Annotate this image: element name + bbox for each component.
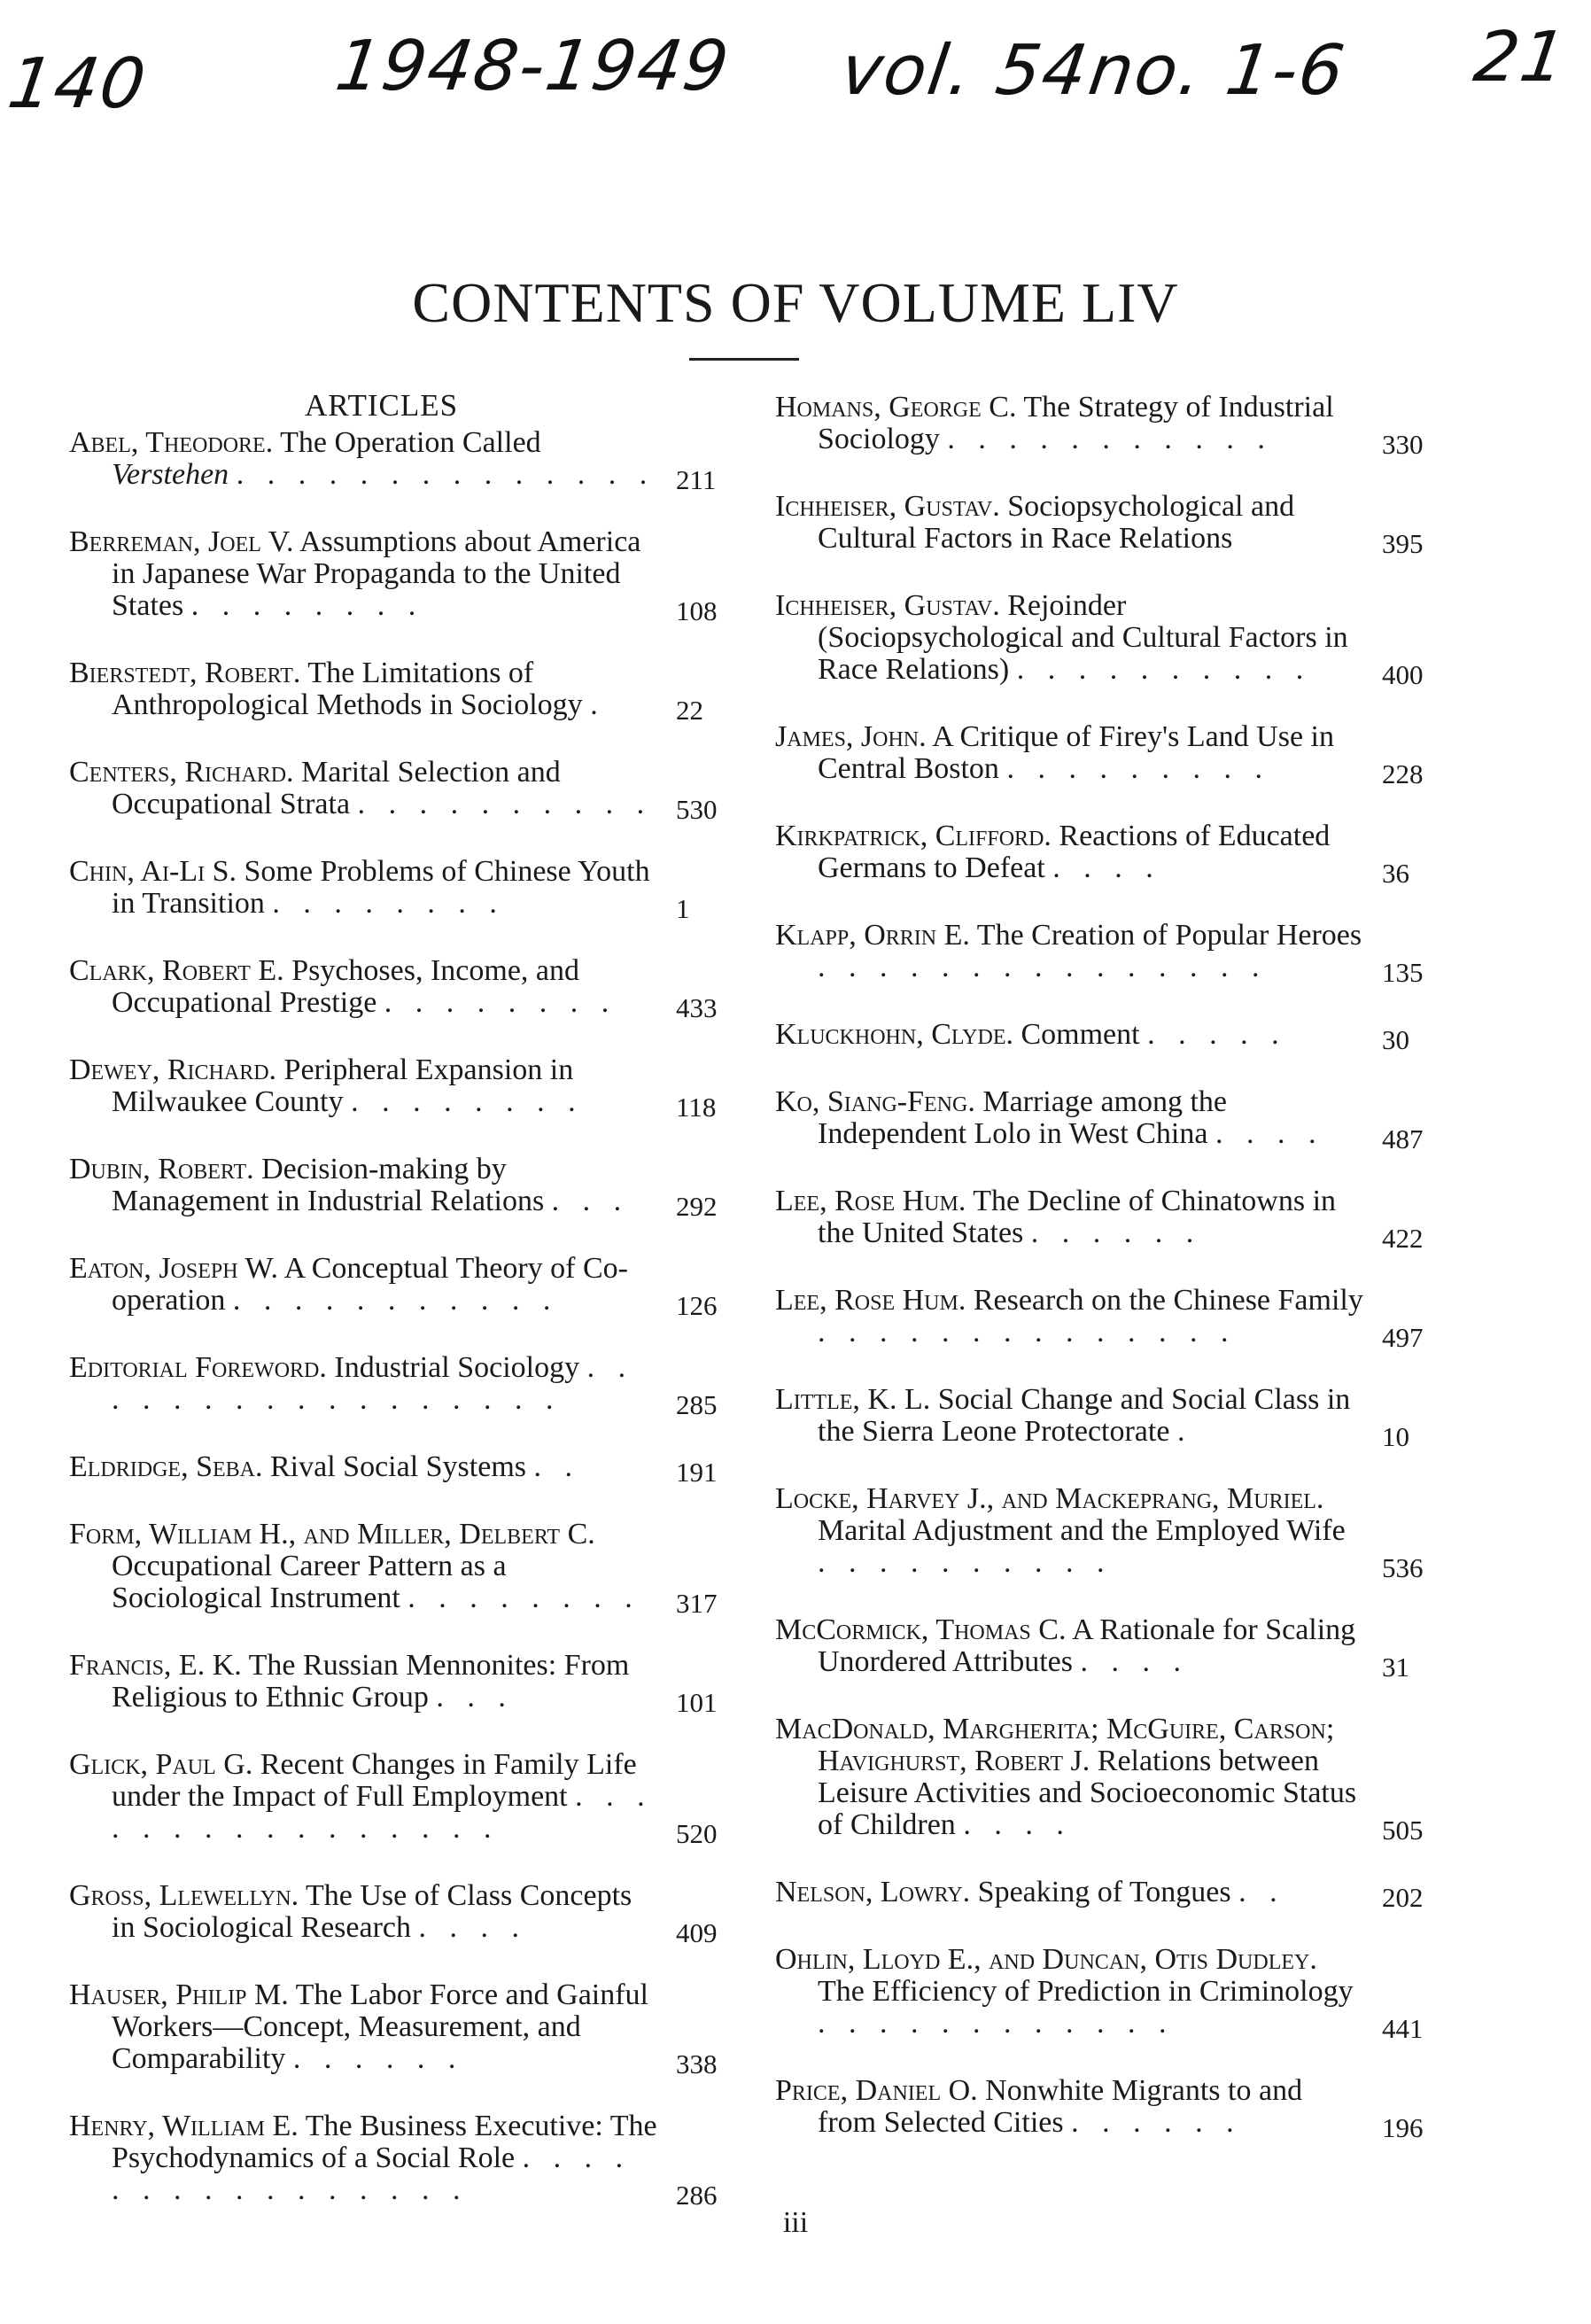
entry-page-number: 433 <box>676 992 718 1023</box>
entry-title: Some Problems of Chinese Youth in Transition <box>112 855 650 920</box>
entry-author: Henry, William E. <box>69 2110 299 2142</box>
entry-author: James, John. <box>775 720 927 753</box>
dot-leader: . . . . . . . . . . . . . . . <box>818 951 1268 983</box>
entry-title: Marriage among the Independent Lolo in West China <box>818 1085 1228 1150</box>
entry-page-number: 135 <box>1382 957 1424 988</box>
entry-page-number: 395 <box>1382 528 1424 559</box>
dot-leader: . . . . . . . . . <box>1006 752 1270 785</box>
handwritten-corner-number: 21 <box>1469 18 1572 97</box>
dot-leader: . . . . <box>1215 1117 1324 1150</box>
dot-leader: . . . . . . . . . . <box>818 1546 1113 1579</box>
entry-title: Speaking of Tongues <box>977 1876 1231 1908</box>
contents-entry <box>775 1876 1444 1913</box>
entry-page-number: 530 <box>676 794 718 825</box>
entry-title: Nonwhite Migrants to and from Selected Cities <box>818 2074 1303 2139</box>
entry-page-number: 505 <box>1382 1815 1424 1846</box>
entry-page-number: 285 <box>676 1389 718 1420</box>
entry-author: Dubin, Robert. <box>69 1153 254 1185</box>
entry-author: Clark, Robert E. <box>69 954 284 987</box>
handwritten-issues: no. 1-6 <box>1083 31 1351 111</box>
entry-title: Psychoses, Income, and Occupational Prestige <box>112 954 580 1019</box>
entry-author: McCormick, Thomas C. <box>775 1613 1067 1646</box>
entry-author: Eaton, Joseph W. <box>69 1252 278 1285</box>
handwritten-years: 1948-1949 <box>330 27 735 106</box>
dot-leader: . <box>590 688 606 721</box>
contents-entry <box>69 1450 738 1488</box>
entry-author: Ko, Siang-Feng. <box>775 1085 975 1118</box>
entry-title: Occupational Career Pattern as a Sociological Instrument <box>112 1550 507 1614</box>
dot-leader: . . <box>1238 1876 1285 1908</box>
dot-leader: . . . . <box>963 1808 1072 1841</box>
contents-entry <box>69 855 738 924</box>
entry-author: MacDonald, Margherita; McGuire, Carson; Havighurst, Robert J. <box>775 1713 1335 1777</box>
dot-leader: . . . . . . . . <box>190 589 424 622</box>
contents-entry <box>775 1613 1444 1683</box>
page-title: CONTENTS OF VOLUME LIV <box>412 271 1179 334</box>
entry-title: A Rationale for Scaling Unordered Attributes <box>818 1613 1356 1678</box>
dot-leader: . . . . . . . . . . . . <box>818 2007 1175 2040</box>
entry-title: Recent Changes in Family Life under the Impact of Full Employment <box>112 1748 637 1813</box>
entry-title: Reactions of Educated Germans to Defeat <box>818 820 1331 884</box>
dot-leader: . . . . . . <box>1030 1216 1202 1249</box>
entry-title: A Conceptual Theory of Co-operation <box>112 1252 628 1317</box>
entry-title: Decision-making by Management in Industrial Relations <box>112 1153 545 1217</box>
entry-author: Little, K. L. <box>775 1383 931 1416</box>
left-entry-list <box>69 426 738 2211</box>
contents-entry <box>775 1713 1444 1846</box>
entry-page-number: 317 <box>676 1588 718 1619</box>
left-column <box>69 390 738 2242</box>
entry-author: Kluckhohn, Clyde. <box>775 1018 1013 1051</box>
dot-leader: . . . . <box>418 1911 528 1944</box>
entry-author: Francis, E. K. <box>69 1649 242 1682</box>
entry-author: Chin, Ai-Li S. <box>69 855 237 888</box>
entry-author: Editorial Foreword. <box>69 1351 327 1384</box>
entry-author: Berreman, Joel V. <box>69 525 294 558</box>
entry-author: Ichheiser, Gustav. <box>775 589 1000 622</box>
contents-entry <box>69 1053 738 1123</box>
entry-author: Glick, Paul G. <box>69 1748 253 1781</box>
entry-title: The Business Executive: The Psychodynamics of a Social Role <box>112 2110 657 2174</box>
dot-leader: . . . . . . . . . . <box>1016 653 1312 686</box>
contents-entry <box>775 1482 1444 1583</box>
entry-title: A Critique of Firey's Land Use in Central Boston <box>818 720 1335 785</box>
entry-title: Research on the Chinese Family <box>973 1284 1363 1317</box>
dot-leader: . . . . . . . . <box>407 1582 640 1614</box>
entry-page-number: 441 <box>1382 2013 1424 2044</box>
right-column <box>775 390 1444 2174</box>
dot-leader: . . . . . . . . . . . . . . <box>818 1316 1237 1349</box>
dot-leader: . . . . . . . . <box>272 887 505 920</box>
title-divider <box>689 358 799 361</box>
entry-title: The Labor Force and Gainful Workers—Concept, Measurement, and Comparability <box>112 1978 648 2075</box>
contents-entry <box>775 1085 1444 1154</box>
entry-title: The Use of Class Concepts in Sociological Research <box>112 1879 633 1944</box>
dot-leader: . . . . . . . . . . . <box>947 423 1273 455</box>
entry-author: Centers, Richard. <box>69 756 294 789</box>
entry-author: Abel, Theodore. <box>69 426 274 459</box>
entry-page-number: 101 <box>676 1687 718 1718</box>
contents-entry <box>775 1383 1444 1452</box>
handwritten-number: 140 <box>3 44 152 124</box>
entry-title-italic: Verstehen <box>112 458 229 491</box>
entry-author: Lee, Rose Hum. <box>775 1185 966 1217</box>
entry-author: Ohlin, Lloyd E., and Duncan, Otis Dudley. <box>775 1943 1317 1976</box>
entry-page-number: 10 <box>1382 1421 1409 1452</box>
contents-entry <box>775 820 1444 889</box>
entry-title: Assumptions about America in Japanese War Propaganda to the United States <box>112 525 641 622</box>
entry-author: Eldridge, Seba. <box>69 1450 263 1483</box>
entry-title: Peripheral Expansion in Milwaukee County <box>112 1053 574 1118</box>
entry-page-number: 330 <box>1382 429 1424 460</box>
entry-title: The Operation Called <box>280 426 541 459</box>
entry-author: Homans, George C. <box>775 391 1017 424</box>
page-number: iii <box>782 2206 809 2239</box>
dot-leader: . . . . . . . . . . . . . . . . <box>112 1780 653 1845</box>
dot-leader: . . . . . <box>1147 1018 1287 1051</box>
dot-leader: . . . . . . <box>292 2042 464 2075</box>
entry-page-number: 409 <box>676 1917 718 1948</box>
dot-leader: . . . . . . <box>1071 2106 1242 2139</box>
entry-page-number: 497 <box>1382 1322 1424 1353</box>
entry-page-number: 228 <box>1382 758 1424 789</box>
entry-title: Comment <box>1021 1018 1140 1051</box>
entry-page-number: 536 <box>1382 1552 1424 1583</box>
entry-page-number: 196 <box>1382 2112 1424 2143</box>
entry-page-number: 286 <box>676 2180 718 2211</box>
entry-author: Locke, Harvey J., and Mackeprang, Muriel. <box>775 1482 1324 1515</box>
entry-title: The Decline of Chinatowns in the United States <box>818 1185 1337 1249</box>
entry-page-number: 126 <box>676 1290 718 1321</box>
entry-title: Relations between Leisure Activities and Socioeconomic Status of Children <box>818 1745 1357 1841</box>
entry-page-number: 108 <box>676 595 718 626</box>
contents-entry <box>69 756 738 825</box>
entry-title: The Efficiency of Prediction in Criminology <box>818 1975 1354 2008</box>
dot-leader: . . . . . . . . <box>351 1085 584 1118</box>
entry-page-number: 191 <box>676 1457 718 1488</box>
entry-author: Dewey, Richard. <box>69 1053 277 1086</box>
entry-title: Sociopsychological and Cultural Factors in Race Relations <box>818 490 1295 555</box>
entry-page-number: 202 <box>1382 1882 1424 1913</box>
entry-author: Bierstedt, Robert. <box>69 657 301 689</box>
entry-title: The Russian Mennonites: From Religious to Ethnic Group <box>112 1649 630 1714</box>
entry-author: Form, William H., and Miller, Delbert C. <box>69 1518 595 1551</box>
contents-entry <box>69 426 738 495</box>
entry-page-number: 118 <box>676 1092 717 1123</box>
contents-entry <box>69 1649 738 1718</box>
contents-entry <box>775 919 1444 988</box>
entry-author: Ichheiser, Gustav. <box>775 490 1000 523</box>
entry-page-number: 22 <box>676 695 703 726</box>
contents-entry <box>775 391 1444 460</box>
contents-entry <box>69 2110 738 2211</box>
handwritten-volume: vol. 54 <box>835 31 1094 111</box>
contents-entry <box>775 1943 1444 2044</box>
entry-author: Price, Daniel O. <box>775 2074 978 2107</box>
entry-page-number: 487 <box>1382 1123 1424 1154</box>
entry-title: Rejoinder (Sociopsychological and Cultural Factors in Race Relations) <box>818 589 1348 686</box>
entry-author: Klapp, Orrin E. <box>775 919 970 952</box>
entry-page-number: 31 <box>1382 1652 1409 1683</box>
contents-entry <box>69 1351 738 1420</box>
contents-entry <box>69 657 738 726</box>
entry-page-number: 1 <box>676 893 690 924</box>
contents-entry <box>775 1185 1444 1254</box>
handwritten-annotation <box>0 18 1591 151</box>
entry-page-number: 36 <box>1382 858 1409 889</box>
contents-entry <box>775 589 1444 690</box>
entry-author: Lee, Rose Hum. <box>775 1284 966 1317</box>
contents-entry <box>69 525 738 626</box>
dot-leader: . . . . <box>1080 1645 1189 1678</box>
dot-leader: . . . . . . . . . . . . . . <box>236 458 656 491</box>
contents-entry <box>69 1748 738 1849</box>
entry-title: Industrial Sociology <box>334 1351 580 1384</box>
entry-title: The Limitations of Anthropological Methods in Sociology <box>112 657 583 721</box>
entry-author: Nelson, Lowry. <box>775 1876 971 1908</box>
entry-page-number: 422 <box>1382 1223 1424 1254</box>
contents-entry <box>775 1284 1444 1353</box>
entry-page-number: 292 <box>676 1191 718 1222</box>
dot-leader: . . <box>533 1450 580 1483</box>
entry-page-number: 400 <box>1382 659 1424 690</box>
entry-author: Kirkpatrick, Clifford. <box>775 820 1052 852</box>
contents-entry <box>69 1518 738 1619</box>
contents-entry <box>775 490 1444 559</box>
entry-title: The Strategy of Industrial Sociology <box>818 391 1334 455</box>
dot-leader: . <box>1176 1415 1193 1448</box>
entry-title: The Creation of Popular Heroes <box>976 919 1362 952</box>
section-heading: ARTICLES <box>304 388 459 423</box>
right-entry-list <box>775 391 1444 2143</box>
contents-entry <box>69 954 738 1023</box>
dot-leader: . . . . . . . . . . <box>357 788 653 820</box>
contents-entry <box>775 1018 1444 1055</box>
dot-leader: . . . . <box>1052 851 1161 884</box>
dot-leader: . . . . . . . . . . . . . . . . <box>112 2141 632 2206</box>
entry-page-number: 520 <box>676 1818 718 1849</box>
contents-entry <box>69 1879 738 1948</box>
contents-entry <box>69 1153 738 1222</box>
entry-page-number: 211 <box>676 464 717 495</box>
entry-page-number: 30 <box>1382 1024 1409 1055</box>
entry-title: Marital Selection and Occupational Strata <box>112 756 561 820</box>
dot-leader: . . . . . . . . <box>384 986 617 1019</box>
entry-page-number: 338 <box>676 2048 718 2079</box>
entry-title: Rival Social Systems <box>270 1450 526 1483</box>
dot-leader: . . . . . . . . . . . . . . . . . <box>112 1351 634 1416</box>
contents-entry <box>69 1978 738 2079</box>
contents-entry <box>775 2074 1444 2143</box>
entry-author: Gross, Llewellyn. <box>69 1879 299 1912</box>
dot-leader: . . . . . . . . . . . <box>232 1284 559 1317</box>
contents-entry <box>775 720 1444 789</box>
dot-leader: . . . <box>436 1681 514 1714</box>
entry-title: Social Change and Social Class in the Sierra Leone Protectorate <box>818 1383 1351 1448</box>
contents-entry <box>69 1252 738 1321</box>
entry-title: Marital Adjustment and the Employed Wife <box>818 1514 1346 1547</box>
entry-author: Hauser, Philip M. <box>69 1978 289 2011</box>
dot-leader: . . . <box>551 1185 630 1217</box>
